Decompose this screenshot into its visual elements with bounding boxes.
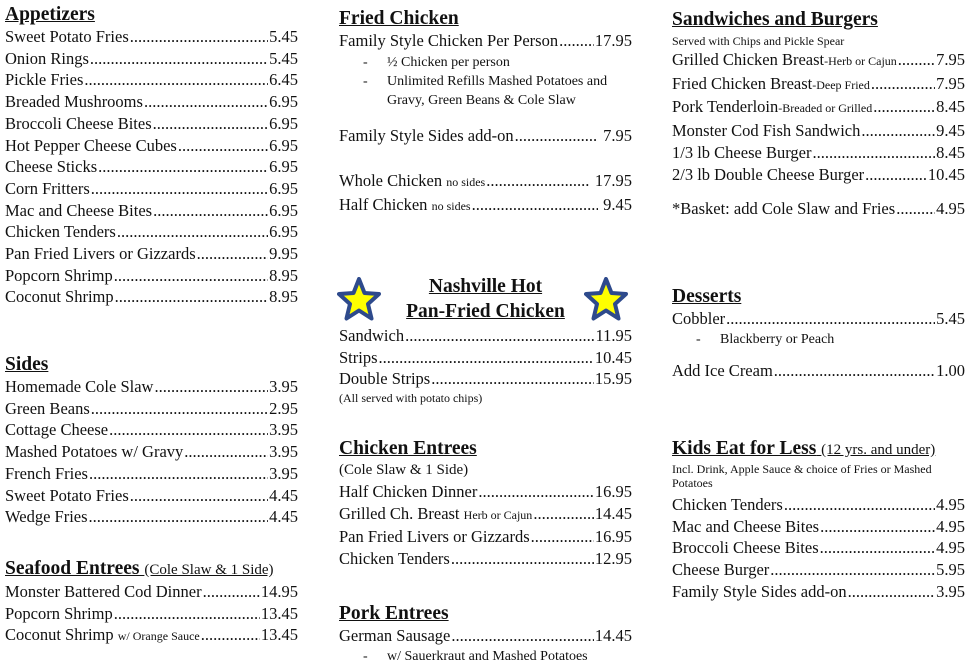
item-name-text: Popcorn Shrimp — [5, 603, 113, 623]
menu-item — [5, 26, 298, 48]
item-name — [339, 347, 378, 369]
item-subnote: w/ Orange Sauce — [117, 629, 200, 644]
menu-item — [339, 526, 632, 548]
item-price: 9.45 — [936, 121, 965, 141]
chicken-entrees-section — [339, 438, 632, 570]
sides-section — [5, 354, 298, 528]
nashville-section — [339, 274, 632, 405]
item-name — [339, 30, 558, 52]
dot-leader — [184, 441, 268, 463]
pork-bullets — [339, 647, 632, 666]
item-name — [5, 419, 108, 441]
item-name-text: Onion Rings — [5, 48, 89, 68]
menu-item — [672, 120, 965, 142]
item-name — [5, 581, 202, 603]
item-name-text: Coconut Shrimp — [5, 287, 114, 307]
item-price: 7.95 — [603, 125, 632, 145]
desserts-heading: Desserts — [672, 286, 742, 307]
fried-chicken-heading: Fried Chicken — [339, 8, 459, 29]
item-name — [339, 170, 485, 194]
dot-leader — [486, 170, 590, 192]
item-price: 9.45 — [603, 195, 632, 215]
item-name-text: Wedge Fries — [5, 507, 88, 527]
dot-leader — [848, 581, 936, 603]
item-name-text: Homemade Cole Slaw — [5, 377, 154, 396]
fried-chicken-section — [339, 8, 632, 218]
item-name-text: Half Chicken — [339, 195, 428, 215]
item-price: 1.00 — [936, 360, 965, 380]
item-price: 8.95 — [269, 265, 298, 285]
item-name-text: Sweet Potato Fries — [5, 27, 129, 46]
item-name-text: Family Style Chicken Per Person — [339, 31, 559, 50]
dot-leader — [115, 286, 268, 308]
item-name — [5, 26, 129, 48]
item-name — [5, 91, 143, 113]
item-price: 16.95 — [594, 482, 632, 501]
item-price: 6.95 — [269, 157, 298, 177]
desserts-section — [672, 286, 965, 381]
item-name — [672, 516, 819, 538]
bullet-item: - w/ Sauerkraut and Mashed Potatoes — [339, 647, 632, 666]
item-price: 14.95 — [260, 582, 298, 601]
item-name-text: Fried Chicken Breast — [672, 73, 813, 93]
menu-item — [5, 265, 298, 287]
menu-item — [5, 286, 298, 308]
item-price: 6.95 — [269, 113, 298, 133]
item-name — [5, 398, 90, 420]
item-price: 9.95 — [269, 244, 298, 264]
dot-leader — [515, 125, 599, 147]
item-name-text: Grilled Chicken Breast — [672, 50, 825, 69]
item-name — [672, 73, 870, 97]
item-price: 12.95 — [594, 549, 632, 569]
item-name-text: Corn Fritters — [5, 178, 90, 198]
item-name-text: Pan Fried Livers or Gizzards — [5, 244, 196, 264]
item-name — [339, 125, 514, 147]
item-name — [672, 559, 769, 581]
item-price: 4.95 — [936, 538, 965, 558]
item-name — [5, 200, 152, 222]
item-name-text: Monster Battered Cod Dinner — [5, 582, 202, 601]
item-subnote: no sides — [431, 199, 471, 214]
item-name-text: Hot Pepper Cheese Cubes — [5, 135, 177, 155]
menu-item — [339, 548, 632, 570]
item-name — [672, 308, 725, 330]
pork-heading: Pork Entrees — [339, 603, 449, 624]
menu-item — [5, 441, 298, 463]
bullet-item: - Unlimited Refills Mashed Potatoes and Gravy, Green Beans & Cole Slaw — [339, 72, 632, 110]
dot-leader — [896, 198, 935, 220]
item-price: 6.95 — [269, 222, 298, 242]
dot-leader — [89, 506, 269, 528]
item-name — [339, 526, 530, 548]
dot-leader — [90, 48, 268, 70]
dot-leader — [812, 142, 935, 164]
item-price: 4.45 — [269, 485, 298, 505]
dot-leader — [114, 265, 268, 287]
item-price: 5.45 — [936, 309, 965, 328]
item-name-text: Cottage Cheese — [5, 420, 109, 440]
menu-item — [672, 537, 965, 559]
seafood-section — [5, 558, 298, 648]
item-price: 5.45 — [269, 27, 298, 46]
menu-item — [5, 91, 298, 113]
item-price: 8.95 — [269, 287, 298, 307]
item-price: 4.95 — [936, 495, 965, 514]
item-name-text: Cobbler — [672, 309, 726, 328]
item-name-text: Chicken Tenders — [672, 495, 783, 514]
appetizers-heading: Appetizers — [5, 4, 95, 25]
item-name — [672, 537, 819, 559]
item-name — [5, 485, 129, 507]
dot-leader — [861, 120, 935, 142]
dot-leader — [451, 548, 594, 570]
kids-title-note: (12 yrs. and under) — [821, 442, 936, 458]
item-name-text: German Sausage — [339, 626, 451, 645]
menu-item — [5, 48, 298, 70]
seafood-title: Seafood Entrees — [5, 558, 140, 579]
item-price: 14.45 — [594, 503, 632, 523]
item-name — [5, 506, 88, 528]
item-name-text: Monster Cod Fish Sandwich — [672, 121, 861, 141]
menu-item — [672, 559, 965, 581]
item-name — [5, 113, 152, 135]
dot-leader — [201, 624, 260, 646]
sides-heading: Sides — [5, 354, 49, 375]
dot-leader — [197, 243, 269, 265]
menu-item — [5, 506, 298, 528]
item-name-text: Mashed Potatoes w/ Gravy — [5, 442, 184, 462]
dot-leader — [91, 398, 268, 420]
fried-chicken-bullets — [339, 53, 632, 110]
item-price: 6.95 — [269, 178, 298, 198]
nashville-title-line1: Nashville Hot — [428, 276, 543, 297]
menu-item — [339, 30, 632, 52]
item-name — [672, 581, 847, 603]
menu-item — [339, 481, 632, 503]
item-price: 13.45 — [260, 603, 298, 623]
menu-item — [339, 368, 632, 390]
item-price: 4.95 — [936, 199, 965, 219]
item-name — [672, 164, 864, 186]
menu-item — [5, 463, 298, 485]
dot-leader — [873, 96, 935, 118]
item-name-text: Coconut Shrimp — [5, 625, 114, 645]
sandwiches-section — [672, 9, 965, 220]
item-price: 5.45 — [269, 48, 298, 68]
dot-leader — [178, 135, 268, 157]
dot-leader — [726, 308, 935, 330]
menu-item — [672, 164, 965, 186]
item-name-text: Pork Tenderloin — [672, 97, 779, 117]
item-name — [339, 625, 450, 647]
bullet-item: - Blackberry or Peach — [672, 330, 965, 349]
item-price: 3.95 — [269, 420, 298, 440]
dot-leader — [153, 200, 268, 222]
dot-leader — [898, 49, 935, 71]
item-price: 15.95 — [594, 369, 632, 389]
item-name-text: Mac and Cheese Bites — [5, 200, 153, 220]
menu-item — [5, 69, 298, 91]
menu-item — [5, 603, 298, 625]
menu-item — [5, 243, 298, 265]
item-price: 10.45 — [927, 164, 965, 184]
seafood-note: (Cole Slaw & 1 Side) — [144, 562, 274, 578]
menu-item — [339, 125, 632, 147]
sandwiches-list — [672, 49, 965, 185]
seafood-list — [5, 581, 298, 648]
item-name — [5, 178, 90, 200]
menu-item — [339, 347, 632, 369]
menu-item — [5, 624, 298, 648]
nashville-note: (All served with potato chips) — [339, 391, 483, 406]
item-name — [5, 156, 97, 178]
item-name-text: Mac and Cheese Bites — [672, 516, 820, 536]
item-name — [5, 376, 153, 398]
menu-item — [5, 485, 298, 507]
menu-item — [672, 581, 965, 603]
dot-leader — [559, 30, 594, 52]
item-name — [672, 96, 872, 120]
item-name — [672, 120, 860, 142]
item-name-text: Half Chicken Dinner — [339, 482, 478, 501]
item-name-text: *Basket: add Cole Slaw and Fries — [672, 199, 896, 219]
item-subnote: no sides — [446, 175, 486, 190]
item-name-text: 1/3 lb Cheese Burger — [672, 142, 812, 162]
menu-item — [5, 398, 298, 420]
item-name-text: Breaded Mushrooms — [5, 92, 143, 112]
item-price: 13.45 — [260, 625, 298, 645]
item-name-text: French Fries — [5, 463, 88, 483]
item-name-text: Family Style Sides add-on — [672, 581, 847, 601]
item-price: 8.45 — [936, 142, 965, 162]
menu-item — [5, 200, 298, 222]
item-price: 17.95 — [594, 171, 632, 191]
menu-item — [339, 170, 632, 194]
item-subnote: Herb or Cajun — [463, 507, 533, 522]
item-name — [5, 286, 114, 308]
item-name-text: Sweet Potato Fries — [5, 485, 129, 505]
item-price: 3.95 — [269, 377, 298, 396]
item-subnote: -Herb or Cajun — [824, 54, 897, 68]
item-name-text: Green Beans — [5, 398, 90, 418]
menu-item — [672, 516, 965, 538]
dot-leader — [130, 485, 268, 507]
menu-item — [5, 113, 298, 135]
item-name — [339, 368, 430, 390]
item-price: 4.45 — [269, 507, 298, 527]
item-name — [5, 603, 113, 625]
item-name — [5, 69, 83, 91]
item-price: 4.95 — [936, 516, 965, 536]
item-name-text: Whole Chicken — [339, 171, 443, 191]
menu-item — [339, 625, 632, 647]
dot-leader — [117, 221, 268, 243]
item-name — [672, 360, 773, 382]
item-name — [672, 198, 895, 220]
dot-leader — [770, 559, 935, 581]
item-price: 7.95 — [936, 50, 965, 69]
appetizers-section — [5, 4, 298, 308]
item-name — [5, 48, 89, 70]
dot-leader — [820, 516, 935, 538]
bullet-item: - ½ Chicken per person — [339, 53, 632, 72]
item-price: 11.95 — [595, 326, 632, 345]
item-subnote: -Deep Fried — [812, 77, 870, 92]
item-name-text: 2/3 lb Double Cheese Burger — [672, 164, 865, 184]
item-name-text: Chicken Tenders — [339, 549, 450, 569]
menu-item — [672, 308, 965, 330]
item-name — [672, 494, 783, 516]
dot-leader — [472, 194, 599, 216]
dot-leader — [478, 481, 594, 503]
item-name — [339, 325, 404, 347]
item-name — [5, 463, 88, 485]
item-price: 7.95 — [936, 73, 965, 93]
sides-list — [5, 376, 298, 528]
dot-leader — [154, 376, 268, 398]
menu-item — [672, 73, 965, 97]
dot-leader — [109, 419, 268, 441]
menu-item — [5, 581, 298, 603]
item-name — [5, 265, 113, 287]
menu-item — [5, 376, 298, 398]
menu-item — [5, 178, 298, 200]
dot-leader — [865, 164, 927, 186]
menu-item — [5, 419, 298, 441]
item-name-text: Broccoli Cheese Bites — [672, 538, 819, 558]
menu-item — [672, 96, 965, 120]
dot-leader — [114, 603, 260, 625]
item-price: 3.95 — [269, 463, 298, 483]
dot-leader — [871, 73, 935, 95]
nashville-title-line2: Pan-Fried Chicken — [406, 301, 565, 322]
menu-item — [672, 494, 965, 516]
seafood-heading — [5, 558, 298, 581]
dot-leader — [451, 625, 594, 647]
item-name — [339, 194, 471, 218]
item-price: 5.95 — [936, 560, 965, 580]
dot-leader — [153, 113, 268, 135]
item-price: 6.95 — [269, 92, 298, 112]
item-price: 2.95 — [269, 398, 298, 418]
item-price: 10.45 — [594, 347, 632, 367]
item-name-text: Cheese Burger — [672, 560, 770, 580]
item-name — [672, 142, 811, 164]
dot-leader — [379, 347, 594, 369]
menu-item — [5, 156, 298, 178]
kids-section — [672, 438, 965, 603]
kids-title: Kids Eat for Less — [672, 438, 817, 459]
menu-item — [5, 221, 298, 243]
dot-leader — [405, 325, 594, 347]
item-name — [5, 135, 177, 157]
dot-leader — [130, 26, 268, 48]
dot-leader — [774, 360, 935, 382]
item-subnote: -Breaded or Grilled — [778, 101, 873, 116]
kids-note: Incl. Drink, Apple Sauce & choice of Fries or Mashed Potatoes — [672, 462, 932, 490]
chicken-entrees-list — [339, 481, 632, 570]
dot-leader — [98, 156, 268, 178]
item-name-text: Add Ice Cream — [672, 360, 773, 380]
dot-leader — [89, 463, 268, 485]
item-name — [5, 624, 200, 648]
item-price: 8.45 — [936, 97, 965, 117]
nashville-list — [339, 325, 632, 390]
item-price: 6.95 — [269, 135, 298, 155]
item-price: 6.45 — [269, 70, 298, 90]
dot-leader — [203, 581, 260, 603]
item-name-text: Cheese Sticks — [5, 157, 98, 177]
item-name-text: Double Strips — [339, 369, 431, 389]
menu-item — [339, 194, 632, 218]
menu-item — [672, 49, 965, 73]
desserts-bullets — [672, 330, 965, 349]
menu-item — [672, 142, 965, 164]
chicken-entrees-heading: Chicken Entrees — [339, 438, 477, 459]
item-price: 17.95 — [594, 31, 632, 50]
item-price: 14.45 — [594, 626, 632, 645]
dot-leader — [820, 537, 935, 559]
chicken-entrees-note: (Cole Slaw & 1 Side) — [339, 462, 469, 478]
item-name-text: Popcorn Shrimp — [5, 265, 113, 285]
sandwiches-heading: Sandwiches and Burgers — [672, 9, 878, 30]
item-price: 6.95 — [269, 200, 298, 220]
dot-leader — [431, 368, 594, 390]
item-name-text: Sandwich — [339, 326, 405, 345]
menu-item — [672, 360, 965, 382]
item-price: 3.95 — [936, 581, 965, 601]
menu-item — [339, 325, 632, 347]
kids-list — [672, 494, 965, 603]
item-name — [5, 221, 116, 243]
item-name — [339, 503, 532, 527]
pork-list — [339, 625, 632, 647]
menu-item — [672, 198, 965, 220]
appetizers-list — [5, 26, 298, 308]
dot-leader — [531, 526, 594, 548]
kids-heading — [672, 438, 965, 461]
item-name — [339, 548, 450, 570]
item-price: 3.95 — [269, 442, 298, 462]
item-name — [672, 49, 897, 73]
item-name — [5, 441, 183, 463]
dot-leader — [533, 503, 594, 525]
dot-leader — [784, 494, 935, 516]
item-name — [339, 481, 477, 503]
item-name — [5, 243, 196, 265]
item-name-text: Chicken Tenders — [5, 222, 116, 242]
dot-leader — [91, 178, 268, 200]
sandwiches-note: Served with Chips and Pickle Spear — [672, 34, 845, 48]
dot-leader — [84, 69, 268, 91]
item-price: 16.95 — [594, 527, 632, 547]
pork-section — [339, 603, 632, 666]
item-name-text: Grilled Ch. Breast — [339, 503, 460, 523]
item-name-text: Strips — [339, 347, 378, 367]
item-name-text: Broccoli Cheese Bites — [5, 113, 152, 133]
menu-item — [339, 503, 632, 527]
dot-leader — [144, 91, 268, 113]
item-name-text: Pickle Fries — [5, 70, 84, 90]
item-name-text: Pan Fried Livers or Gizzards — [339, 527, 530, 547]
menu-item — [5, 135, 298, 157]
item-name-text: Family Style Sides add-on — [339, 125, 514, 145]
